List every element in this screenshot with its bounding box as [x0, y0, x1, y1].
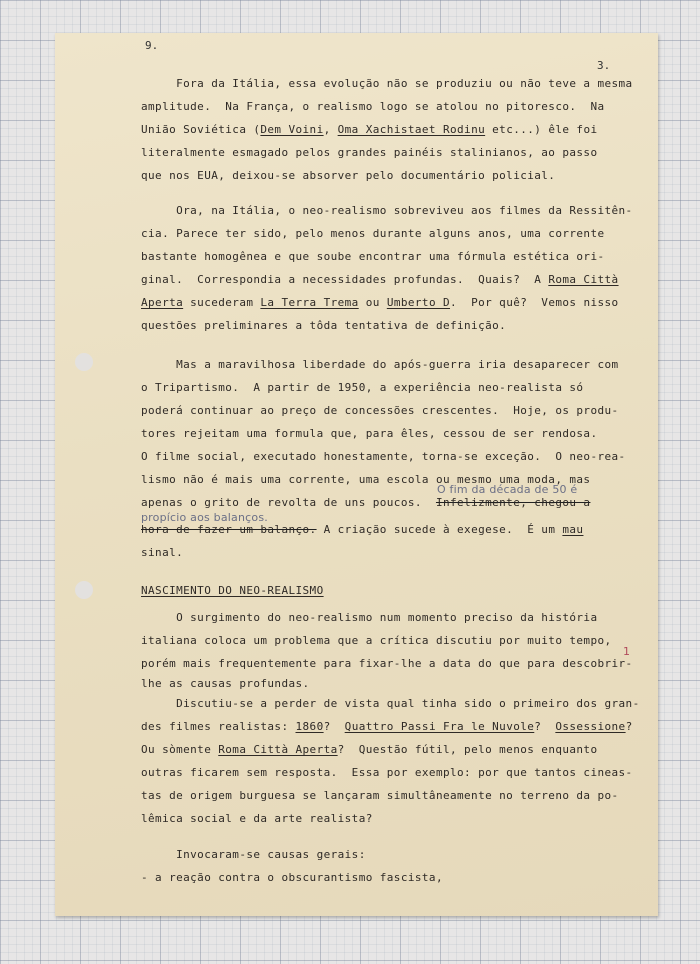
page-number-right: 3. [597, 59, 611, 72]
text-line: O filme social, executado honestamente, torna-se exceção. O neo-rea- [141, 450, 626, 463]
text-line: italiana coloca um problema que a crítica discutiu por muito tempo, [141, 634, 612, 647]
film-title: Umberto D [386, 296, 451, 309]
text-line: poderá continuar ao preço de concessões crescentes. Hoje, os produ- [141, 404, 619, 417]
text-line: outras ficarem sem resposta. Essa por exemplo: por que tantos cineas- [141, 766, 633, 779]
punch-hole-top [75, 353, 93, 371]
film-title: Roma Città [548, 273, 619, 286]
film-title: Oma Xachistaet Rodinu [337, 123, 486, 136]
page-number-left: 9. [145, 39, 159, 52]
text-line: bastante homogênea e que soube encontrar uma fórmula estética ori- [141, 250, 605, 263]
text-line: O surgimento do neo-realismo num momento preciso da história [141, 611, 598, 624]
text-line: apenas o grito de revolta de uns poucos. Infelizmente, chegou a [141, 496, 591, 509]
text-line: ginal. Correspondia a necessidades profundas. Quais? A Roma Città [141, 273, 619, 286]
text-line: tas de origem burguesa se lançaram simultâneamente no terreno da po- [141, 789, 619, 802]
text-line: Fora da Itália, essa evolução não se produziu ou não teve a mesma [141, 77, 633, 90]
film-title: Roma Città Aperta [218, 743, 338, 756]
handwritten-mark: 1 [623, 645, 631, 658]
text-line: Aperta sucederam La Terra Trema ou Umberto D. Por quê? Vemos nisso [141, 296, 619, 309]
struck-text: Infelizmente, chegou a [435, 496, 591, 509]
typewritten-page [55, 33, 658, 916]
film-title: Dem Voini [260, 123, 324, 136]
text-line: lêmica social e da arte realista? [141, 812, 373, 825]
text-line: Discutiu-se a perder de vista qual tinha sido o primeiro dos gran- [141, 697, 640, 710]
film-title: 1860 [295, 720, 324, 733]
text-line: lhe as causas profundas. [141, 677, 310, 690]
film-title: La Terra Trema [260, 296, 359, 309]
text-line: o Tripartismo. A partir de 1950, a experiência neo-realista só [141, 381, 584, 394]
text-line: Ou sòmente Roma Città Aperta? Questão fútil, pelo menos enquanto [141, 743, 598, 756]
text-line: Ora, na Itália, o neo-realismo sobreviveu aos filmes da Ressitên- [141, 204, 633, 217]
film-title: Quattro Passi Fra le Nuvole [344, 720, 535, 733]
text-line: literalmente esmagado pelos grandes painéis stalinianos, ao passo [141, 146, 598, 159]
section-heading: NASCIMENTO DO NEO-REALISMO [141, 584, 324, 597]
text-line: lismo não é mais uma corrente, uma escola ou mesmo uma moda, mas [141, 473, 591, 486]
text-line: des filmes realistas: 1860? Quattro Passi Fra le Nuvole? Ossessione? [141, 720, 633, 733]
underlined-word: mau [562, 523, 584, 536]
text-line: - a reação contra o obscurantismo fascista, [141, 871, 443, 884]
struck-text: hora de fazer um balanço. [141, 523, 317, 536]
text-line: União Soviética (Dem Voini, Oma Xachistaet Rodinu etc...) êle foi [141, 123, 598, 136]
text-line: Invocaram-se causas gerais: [141, 848, 366, 861]
text-line: cia. Parece ter sido, pelo menos durante alguns anos, uma corrente [141, 227, 605, 240]
handwritten-note: propício aos balanços. [141, 511, 268, 524]
text-line: tores rejeitam uma formula que, para êles, cessou de ser rendosa. [141, 427, 598, 440]
text-line: amplitude. Na França, o realismo logo se atolou no pitoresco. Na [141, 100, 605, 113]
text-line: hora de fazer um balanço. A criação sucede à exegese. É um mau [141, 523, 584, 536]
film-title: Ossessione [555, 720, 626, 733]
punch-hole-bottom [75, 581, 93, 599]
text-line: questões preliminares a tôda tentativa de definição. [141, 319, 507, 332]
text-line: porém mais frequentemente para fixar-lhe a data do que para descobrir- [141, 657, 633, 670]
text-line: sinal. [141, 546, 184, 559]
film-title: Aperta [141, 296, 184, 309]
handwritten-note: O fim da década de 50 é [437, 483, 578, 496]
text-line: Mas a maravilhosa liberdade do após-guerra iria desaparecer com [141, 358, 619, 371]
text-line: que nos EUA, deixou-se absorver pelo documentário policial. [141, 169, 556, 182]
